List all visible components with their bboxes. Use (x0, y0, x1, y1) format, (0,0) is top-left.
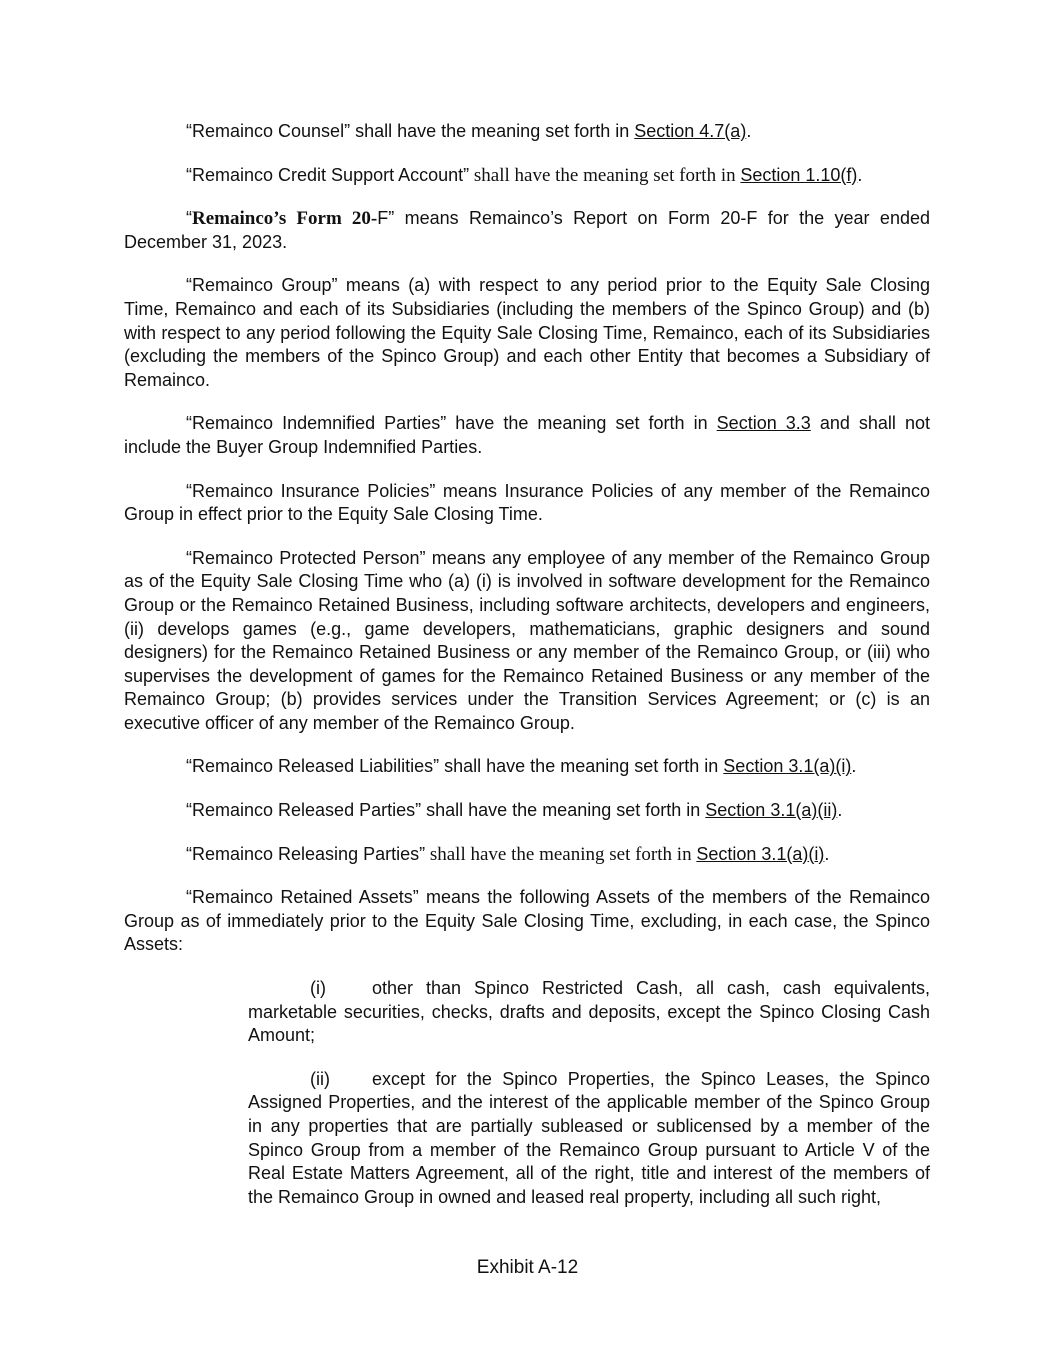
list-item-text: except for the Spinco Properties, the Spinco Leases, the Spinco Assigned Properties, and the interest of the applicable member of the Spinco Group in any properties that are partially subleased or sublicensed by a member of the Spinco Group from a member of the Remainco Group pursuant to Article V of the Real Estate Matters Agreement, all of the right, title and interest of the members of the Remainco Group in owned and leased real property, including all such right, (248, 1068, 930, 1207)
defined-term: “Remainco Group” (186, 275, 338, 296)
definition-text: means (a) with respect to any period prior to the Equity Sale Closing Time, Remainco and each of its Subsidiaries (including the members of the Spinco Group) and (b) with respect to any period following the Equity Sale Closing Time, Remainco, each of its Subsidiaries (excluding the members of the Spinco Group) and each other Entity that becomes a Subsidiary of Remainco. (124, 275, 930, 390)
page-footer: Exhibit A-12 (476, 1257, 579, 1278)
definition-remainco-indemnified-parties: “Remainco Indemnified Parties” have the meaning set forth in Section 3.3 and shall not include the Buyer Group Indemnified Parties. (124, 413, 930, 457)
definition-remainco-insurance-policies (124, 480, 930, 527)
definition-text: shall have the meaning set forth in (350, 121, 635, 141)
definition-text: shall have the meaning set forth in (439, 756, 724, 777)
definition-text: means the following Assets of the members of the Remainco Group as of immediately prior to the Equity Sale Closing Time, excluding, in each case, the Spinco Assets: (124, 887, 930, 955)
defined-term: “Remainco Insurance Policies” (186, 480, 436, 501)
retained-assets-item-i (248, 977, 930, 1048)
section-reference-link[interactable]: Section 1.10(f) (740, 164, 858, 185)
document-page (124, 120, 930, 1229)
definition-text: shall have the meaning set forth in (425, 843, 697, 865)
list-item-text: other than Spinco Restricted Cash, all cash, cash equivalents, marketable securities, checks, drafts and deposits, except the Spinco Closing Cash Amount; (248, 978, 930, 1046)
list-marker: (ii) (310, 1068, 330, 1089)
section-reference-link[interactable]: Section 3.1(a)(i) (696, 843, 825, 864)
defined-term: “Remainco Retained Assets” (186, 887, 419, 908)
defined-term: “Remainco Counsel” (186, 121, 351, 141)
definition-text: shall have the meaning set forth in (469, 164, 741, 186)
definition-remainco-group (124, 274, 930, 392)
defined-term: “Remainco Credit Support Account” (186, 164, 470, 185)
section-reference-link[interactable]: Section 3.1(a)(ii) (705, 800, 838, 821)
definition-remainco-releasing-parties: “Remainco Releasing Parties” shall have the meaning set forth in Section 3.1(a)(i). (186, 843, 830, 865)
defined-term: “Remainco Released Parties” (186, 800, 422, 821)
defined-term: “Remainco Released Liabilities” (186, 756, 440, 777)
definition-text: means Remainco’s Report on Form 20-F for the year ended December 31, 2023. (124, 208, 930, 252)
section-reference-link[interactable]: Section 3.1(a)(i) (723, 756, 852, 777)
section-reference-link[interactable]: Section 4.7(a) (634, 121, 747, 141)
definition-remainco-form-20f: “Remainco’s Form 20-F” means Remainco’s Report on Form 20-F for the year ended December 31, 2023. (124, 208, 930, 252)
section-reference-link[interactable]: Section 3.3 (716, 413, 811, 434)
definition-remainco-released-liabilities: “Remainco Released Liabilities” shall have the meaning set forth in Section 3.1(a)(i). (186, 756, 857, 777)
definition-remainco-counsel: “Remainco Counsel” shall have the meaning set forth in Section 4.7(a). (186, 121, 752, 141)
definition-remainco-credit-support-account: “Remainco Credit Support Account” shall have the meaning set forth in Section 1.10(f). (186, 164, 863, 186)
retained-assets-item-ii (248, 1068, 930, 1210)
definition-text: shall have the meaning set forth in (421, 800, 706, 821)
definition-text: have the meaning set forth in (446, 413, 717, 434)
definition-remainco-released-parties: “Remainco Released Parties” shall have the meaning set forth in Section 3.1(a)(ii). (186, 800, 843, 821)
list-marker: (i) (310, 978, 326, 999)
defined-term: “Remainco Protected Person” (186, 547, 426, 568)
definition-remainco-retained-assets (124, 886, 930, 957)
defined-term: “Remainco Indemnified Parties” (186, 413, 447, 434)
defined-term: “Remainco Releasing Parties” (186, 843, 426, 864)
definition-text: means any employee of any member of the Remainco Group as of the Equity Sale Closing Time who (a) (i) is involved in software development for the Remainco Group or the Remainco Retained Business, including software architects, developers and engineers, (ii) develops games (e.g., game developers, mathematicians, graphic designers and sound designers) for the Remainco Retained Business or any member of the Remainco Group, or (iii) who supervises the development of games for the Remainco Retained Business or any member of the Remainco Group; (b) provides services under the Transition Services Agreement; or (c) is an executive officer of any member of the Remainco Group. (124, 547, 930, 733)
defined-term: Remainco’s Form 20- (192, 208, 378, 230)
definition-remainco-protected-person (124, 547, 930, 736)
definition-text: means Insurance Policies of any member of the Remainco Group in effect prior to the Equity Sale Closing Time. (124, 480, 930, 525)
